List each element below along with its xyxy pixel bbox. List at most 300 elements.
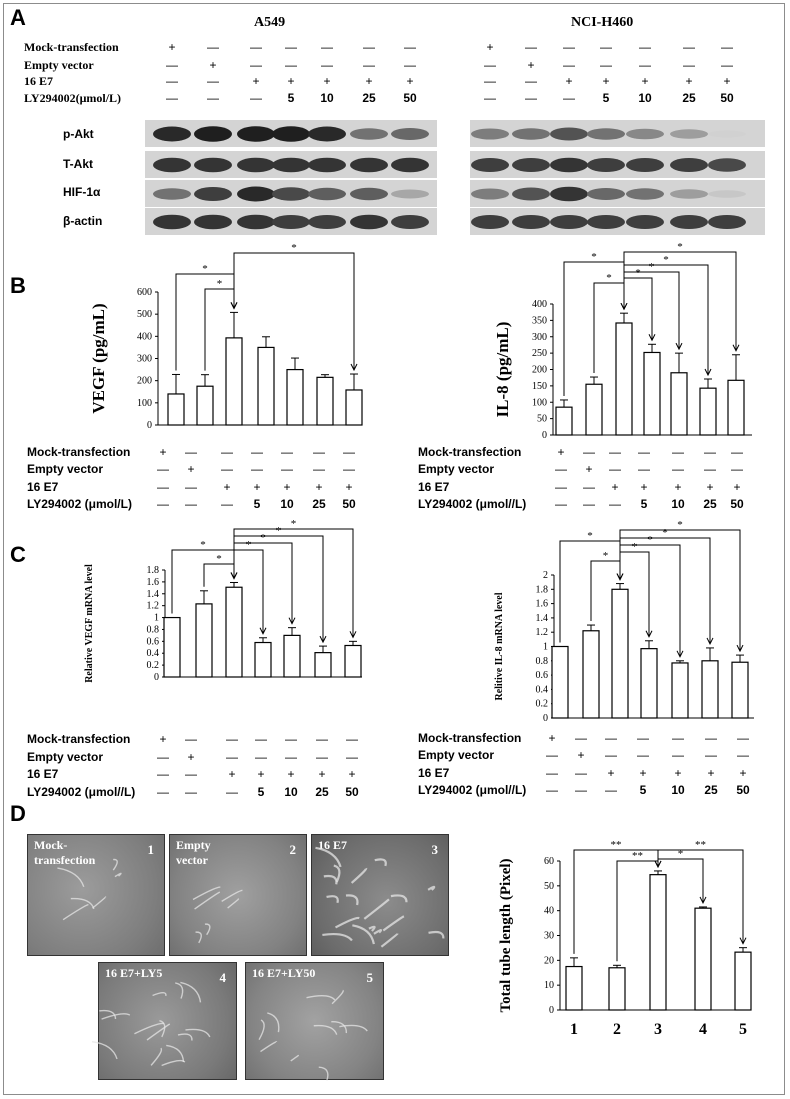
bar — [317, 377, 333, 425]
tube-image-label-1b: transfection — [34, 853, 96, 867]
condition-symbol-a549: 50 — [403, 91, 417, 105]
cell-line-nci-h460: NCI-H460 — [571, 15, 634, 30]
y-tick-label: 100 — [137, 397, 152, 409]
vegf-mrna-condition-symbol: — — [185, 767, 197, 781]
il8-mrna-condition-symbol: — — [705, 748, 717, 762]
significance-label: * — [202, 263, 208, 275]
blot-band — [626, 215, 664, 229]
bar — [700, 388, 716, 435]
tube-image-number-5: 5 — [366, 970, 373, 985]
il8-mrna-row-label: Empty vector — [418, 748, 495, 762]
blot-band — [708, 190, 746, 198]
condition-symbol-a549: — — [363, 40, 375, 54]
vegf-elisa-condition-symbol: — — [221, 445, 233, 459]
y-tick-label: 0.2 — [535, 698, 548, 710]
condition-symbol-a549: + — [252, 74, 260, 88]
significance-label: * — [290, 518, 297, 530]
condition-symbol-h460: — — [484, 74, 496, 88]
significance-label: * — [200, 539, 206, 551]
significance-bracket — [204, 564, 234, 587]
vegf-elisa-condition-symbol: — — [313, 445, 325, 459]
il8-mrna-condition-symbol: — — [737, 748, 749, 762]
condition-symbol-h460: 5 — [602, 91, 610, 105]
y-tick-label: 400 — [137, 331, 152, 343]
vegf-elisa-row-label: Mock-transfection — [27, 445, 131, 459]
blot-band — [308, 127, 346, 142]
vegf-mrna-condition-symbol: — — [185, 785, 197, 799]
vegf-mrna-condition-symbol: — — [255, 732, 267, 746]
il8-mrna-condition-symbol: 25 — [704, 783, 718, 797]
condition-symbol-a549: — — [166, 74, 178, 88]
blot-band — [512, 128, 550, 140]
blot-band — [670, 215, 708, 229]
y-tick-label: 40 — [544, 905, 554, 917]
y-tick-label: 2 — [543, 570, 548, 581]
condition-symbol-a549: — — [404, 58, 416, 72]
y-tick-label: 1.2 — [535, 627, 548, 639]
tube-image-label-4a: 16 E7+LY5 — [105, 966, 163, 980]
y-tick-label: 60 — [544, 856, 554, 867]
vegf-elisa-condition-symbol: + — [223, 480, 231, 494]
bar — [671, 373, 687, 435]
blot-band — [587, 188, 625, 200]
vegf-elisa-condition-symbol: — — [221, 497, 233, 511]
blot-band — [471, 215, 509, 229]
bar — [345, 645, 361, 677]
y-tick-label: 1.6 — [146, 576, 159, 588]
condition-symbol-h460: — — [721, 40, 733, 54]
bar — [586, 384, 602, 435]
il8-mrna-condition-symbol: + — [607, 766, 615, 780]
blot-label-pakt: p-Akt — [63, 127, 94, 141]
condition-symbol-h460: 50 — [720, 91, 734, 105]
condition-symbol-a549: + — [323, 74, 331, 88]
bar — [583, 631, 599, 718]
condition-symbol-h460: — — [563, 91, 575, 105]
blot-strip-h460 — [470, 120, 765, 147]
blot-band — [708, 158, 746, 172]
vegf-elisa-condition-symbol: — — [157, 462, 169, 476]
condition-symbol-h460: 10 — [638, 91, 652, 105]
significance-label: * — [677, 241, 683, 253]
y-tick-label: 200 — [137, 375, 152, 387]
vegf-elisa-row-label: 16 E7 — [27, 480, 59, 494]
vegf-elisa-condition-symbol: + — [159, 445, 167, 459]
il8-elisa-condition-symbol: — — [672, 462, 684, 476]
y-tick-label: 600 — [137, 287, 152, 298]
il8-elisa-condition-symbol: + — [706, 480, 714, 494]
blot-band — [194, 215, 232, 230]
vegf-mrna-row-label: 16 E7 — [27, 767, 59, 781]
il8-elisa-condition-symbol: — — [609, 462, 621, 476]
row-label-ly-a: LY294002(μmol/L) — [24, 91, 122, 105]
condition-symbol-h460: — — [639, 58, 651, 72]
condition-symbol-a549: + — [406, 74, 414, 88]
significance-bracket — [620, 545, 680, 657]
il8-elisa-condition-symbol: + — [585, 462, 593, 476]
blot-label-hif1a: HIF-1α — [63, 185, 101, 199]
il8-elisa-condition-symbol: — — [638, 462, 650, 476]
vegf-elisa-condition-symbol: + — [253, 480, 261, 494]
blot-strip-a549 — [145, 120, 437, 147]
significance-label: * — [216, 278, 223, 290]
vegf-elisa-condition-symbol: — — [251, 462, 263, 476]
blot-band — [194, 126, 232, 142]
blot-band — [272, 158, 310, 173]
significance-label: * — [631, 541, 638, 553]
vegf-elisa-condition-symbol: — — [343, 445, 355, 459]
significance-label: ** — [632, 850, 643, 862]
blot-band — [237, 158, 275, 173]
blot-band — [391, 158, 429, 173]
y-tick-label: 0.8 — [146, 624, 159, 636]
il8-elisa-condition-symbol: — — [704, 445, 716, 459]
condition-symbol-a549: — — [321, 40, 333, 54]
y-tick-label: 0 — [542, 430, 547, 441]
blot-strip-h460 — [470, 208, 765, 235]
vegf-elisa-condition-symbol: — — [185, 497, 197, 511]
significance-label: * — [648, 261, 655, 273]
condition-symbol-h460: — — [639, 40, 651, 54]
y-tick-label: 0.8 — [535, 655, 548, 667]
vegf-mrna-condition-symbol: — — [316, 732, 328, 746]
il8-elisa-condition-symbol: + — [640, 480, 648, 494]
vegf-mrna-condition-symbol: + — [348, 767, 356, 781]
blot-band — [708, 131, 746, 138]
blot-band — [587, 158, 625, 172]
significance-label: * — [291, 242, 297, 254]
x-tick-label: 4 — [699, 1021, 707, 1038]
bar — [609, 968, 625, 1010]
blot-band — [237, 215, 275, 230]
row-label-empty-a: Empty vector — [24, 58, 94, 72]
blot-band — [237, 187, 275, 202]
il8-elisa-row-label: Empty vector — [418, 462, 495, 476]
il8-elisa-condition-symbol: + — [611, 480, 619, 494]
bar — [616, 323, 632, 435]
panel-label-c: C — [10, 542, 26, 567]
significance-label: * — [245, 539, 252, 551]
blot-strip-a549 — [145, 208, 437, 235]
condition-symbol-h460: — — [563, 58, 575, 72]
y-tick-label: 10 — [544, 980, 554, 992]
bar — [284, 635, 300, 677]
il8-elisa-condition-symbol: — — [704, 462, 716, 476]
il8-mrna-condition-symbol: — — [546, 748, 558, 762]
blot-band — [550, 187, 588, 202]
tube-image-2 — [169, 834, 307, 956]
condition-symbol-a549: — — [285, 40, 297, 54]
vegf-mrna-condition-symbol: — — [157, 785, 169, 799]
il8-elisa-condition-symbol: 5 — [640, 497, 648, 511]
vegf-elisa-condition-symbol: + — [187, 462, 195, 476]
bar — [695, 908, 711, 1010]
blot-band — [350, 215, 388, 230]
tube-image-number-3: 3 — [431, 842, 438, 857]
significance-label: * — [677, 519, 683, 531]
vegf-mrna-condition-symbol: 10 — [284, 785, 298, 799]
il8-mrna-condition-symbol: + — [577, 748, 585, 762]
blot-strip-h460 — [470, 180, 765, 207]
significance-bracket — [624, 265, 708, 375]
tube-image-label-1a: Mock- — [34, 838, 68, 852]
il8-mrna-condition-symbol: + — [639, 766, 647, 780]
bar — [226, 338, 242, 425]
condition-symbol-h460: — — [525, 40, 537, 54]
condition-symbol-a549: — — [404, 40, 416, 54]
vegf-mrna-row-label: Empty vector — [27, 750, 104, 764]
vegf-elisa-condition-symbol: — — [185, 480, 197, 494]
condition-symbol-h460: — — [721, 58, 733, 72]
row-label-e7-a: 16 E7 — [24, 74, 54, 88]
y-tick-label: 1.8 — [535, 584, 548, 596]
y-tick-label: 200 — [532, 364, 547, 376]
blot-band — [471, 158, 509, 172]
y-tick-label: 50 — [537, 413, 547, 425]
il8-elisa-condition-symbol: — — [638, 445, 650, 459]
bar — [226, 587, 242, 677]
chart-tube-length — [490, 840, 770, 1090]
bar — [702, 661, 718, 718]
blot-band — [670, 158, 708, 172]
significance-label: * — [587, 530, 593, 542]
blot-band — [512, 215, 550, 229]
blot-band — [153, 188, 191, 200]
blot-band — [471, 189, 509, 200]
tube-image-number-1: 1 — [147, 842, 154, 857]
condition-symbol-h460: 25 — [682, 91, 696, 105]
vegf-mrna-condition-symbol: 50 — [345, 785, 359, 799]
condition-symbol-h460: — — [484, 91, 496, 105]
il8-elisa-condition-symbol: 25 — [703, 497, 717, 511]
il8-elisa-condition-symbol: — — [583, 497, 595, 511]
blot-strip-h460 — [470, 151, 765, 178]
vegf-mrna-condition-symbol: + — [287, 767, 295, 781]
tube-image-label-2b: vector — [176, 853, 208, 867]
bar — [732, 662, 748, 718]
il8-elisa-row-label: 16 E7 — [418, 480, 450, 494]
il8-elisa-condition-symbol: — — [672, 445, 684, 459]
condition-symbol-a549: — — [363, 58, 375, 72]
condition-symbol-h460: + — [685, 74, 693, 88]
x-tick-label: 2 — [613, 1021, 621, 1038]
condition-symbol-a549: + — [168, 40, 176, 54]
vegf-mrna-condition-symbol: — — [157, 767, 169, 781]
bar — [641, 649, 657, 718]
blot-band — [308, 215, 346, 229]
vegf-elisa-condition-symbol: 50 — [342, 497, 356, 511]
bar — [168, 394, 184, 425]
tube-image-label-2a: Empty — [176, 838, 211, 852]
condition-symbol-h460: — — [525, 74, 537, 88]
condition-symbol-h460: — — [600, 40, 612, 54]
condition-symbol-a549: — — [250, 40, 262, 54]
significance-bracket — [620, 538, 710, 644]
blot-band — [587, 215, 625, 229]
panel-label-d: D — [10, 801, 26, 826]
bar — [566, 967, 582, 1010]
il8-elisa-condition-symbol: + — [733, 480, 741, 494]
condition-symbol-h460: + — [641, 74, 649, 88]
condition-symbol-a549: + — [287, 74, 295, 88]
condition-symbol-a549: — — [207, 40, 219, 54]
y-tick-label: 0.2 — [146, 660, 159, 672]
vegf-elisa-condition-symbol: — — [157, 497, 169, 511]
bar — [346, 390, 362, 425]
condition-symbol-h460: — — [600, 58, 612, 72]
y-tick-label: 0.4 — [146, 648, 159, 660]
blot-band — [471, 129, 509, 140]
bar — [196, 604, 212, 677]
significance-label: * — [275, 525, 282, 537]
y-tick-label: 1.6 — [535, 598, 548, 610]
y-tick-label: 0.6 — [146, 636, 159, 648]
vegf-mrna-condition-symbol: — — [285, 750, 297, 764]
vegf-mrna-row-label: LY294002 (μmol//L) — [27, 785, 136, 799]
bar — [672, 663, 688, 718]
condition-symbol-a549: + — [365, 74, 373, 88]
blot-band — [153, 215, 191, 230]
significance-label: ** — [610, 839, 622, 851]
tube-image-4 — [98, 962, 237, 1080]
il8-mrna-condition-symbol: + — [548, 731, 556, 745]
condition-symbol-h460: — — [683, 40, 695, 54]
condition-symbol-h460: — — [563, 40, 575, 54]
tube-image-5 — [245, 962, 384, 1080]
vegf-elisa-condition-symbol: — — [221, 462, 233, 476]
bar — [644, 352, 660, 435]
chart-vegf-elisa — [80, 240, 340, 450]
il8-mrna-condition-symbol: — — [546, 766, 558, 780]
blot-band — [350, 128, 388, 140]
significance-bracket — [624, 252, 736, 351]
y-tick-label: 300 — [532, 331, 547, 343]
bar — [197, 386, 213, 425]
y-tick-label: 0 — [147, 420, 152, 431]
vegf-elisa-condition-symbol: — — [343, 462, 355, 476]
blot-band — [194, 158, 232, 173]
vegf-mrna-condition-symbol: + — [257, 767, 265, 781]
vegf-elisa-condition-symbol: 5 — [253, 497, 261, 511]
condition-symbol-h460: + — [602, 74, 610, 88]
significance-label: * — [677, 848, 684, 860]
blot-band — [670, 129, 708, 139]
significance-label: ** — [695, 839, 706, 851]
il8-elisa-condition-symbol: — — [731, 445, 743, 459]
vegf-mrna-condition-symbol: — — [226, 785, 238, 799]
vegf-elisa-row-label: LY294002 (μmol/L) — [27, 497, 132, 511]
panel-label-b: B — [10, 273, 26, 298]
il8-mrna-condition-symbol: — — [672, 731, 684, 745]
il8-mrna-condition-symbol: — — [605, 748, 617, 762]
significance-label: * — [647, 534, 653, 546]
blot-label-bactin: β-actin — [63, 214, 103, 228]
il8-mrna-condition-symbol: — — [575, 731, 587, 745]
vegf-mrna-condition-symbol: + — [318, 767, 326, 781]
significance-label: * — [602, 550, 609, 562]
blot-band — [237, 126, 275, 142]
bar — [287, 370, 303, 425]
y-tick-label: 500 — [137, 309, 152, 321]
blot-band — [512, 188, 550, 201]
condition-symbol-h460: + — [527, 58, 535, 72]
il8-mrna-condition-symbol: 5 — [639, 783, 647, 797]
blot-band — [670, 189, 708, 199]
significance-label: * — [216, 553, 222, 565]
il8-mrna-condition-symbol: — — [605, 731, 617, 745]
blot-band — [626, 129, 664, 140]
bar — [258, 347, 274, 425]
significance-bracket — [560, 541, 620, 643]
il8-mrna-condition-symbol: — — [575, 766, 587, 780]
il8-elisa-row-label: LY294002 (μmol//L) — [418, 497, 527, 511]
il8-elisa-condition-symbol: 50 — [730, 497, 744, 511]
vegf-mrna-condition-symbol: — — [346, 732, 358, 746]
il8-mrna-row-label: 16 E7 — [418, 766, 450, 780]
condition-symbol-h460: — — [484, 58, 496, 72]
il8-mrna-condition-symbol: — — [546, 783, 558, 797]
blot-band — [350, 188, 388, 201]
significance-bracket — [574, 850, 658, 954]
blot-band — [626, 188, 664, 200]
blot-band — [308, 188, 346, 201]
vegf-mrna-condition-symbol: — — [285, 732, 297, 746]
vegf-mrna-condition-symbol: — — [157, 750, 169, 764]
il8-mrna-condition-symbol: — — [672, 748, 684, 762]
vegf-mrna-condition-symbol: — — [185, 732, 197, 746]
chart-il8-mrna — [480, 519, 770, 724]
y-axis-label: Relitive IL-8 mRNA level — [494, 592, 505, 701]
y-tick-label: 1 — [543, 641, 548, 653]
x-tick-label: 5 — [739, 1021, 747, 1038]
il8-elisa-condition-symbol: + — [674, 480, 682, 494]
il8-elisa-condition-symbol: — — [555, 497, 567, 511]
tube-image-label-5a: 16 E7+LY50 — [252, 966, 316, 980]
vegf-mrna-condition-symbol: 25 — [315, 785, 329, 799]
blot-band — [391, 128, 429, 140]
condition-symbol-h460: + — [486, 40, 494, 54]
il8-mrna-condition-symbol: — — [637, 731, 649, 745]
vegf-elisa-condition-symbol: — — [185, 445, 197, 459]
condition-symbol-a549: — — [207, 74, 219, 88]
y-tick-label: 0 — [543, 713, 548, 724]
y-tick-label: 350 — [532, 315, 547, 327]
y-tick-label: 150 — [532, 380, 547, 392]
il8-elisa-condition-symbol: — — [609, 497, 621, 511]
condition-symbol-a549: — — [250, 91, 262, 105]
il8-mrna-condition-symbol: + — [674, 766, 682, 780]
blot-band — [512, 158, 550, 172]
blot-strip-a549 — [145, 180, 437, 207]
blot-band — [550, 128, 588, 141]
vegf-elisa-condition-symbol: — — [157, 480, 169, 494]
y-tick-label: 300 — [137, 353, 152, 365]
vegf-mrna-condition-symbol: 5 — [257, 785, 265, 799]
y-tick-label: 1.4 — [146, 588, 159, 600]
significance-label: * — [635, 267, 641, 279]
significance-label: * — [606, 272, 612, 284]
y-tick-label: 1.4 — [535, 612, 548, 624]
chart-vegf-mrna — [80, 520, 370, 705]
y-tick-label: 30 — [544, 930, 554, 942]
condition-symbol-a549: + — [209, 58, 217, 72]
vegf-mrna-condition-symbol: + — [187, 750, 195, 764]
tube-image-number-4: 4 — [219, 970, 226, 985]
blot-band — [550, 215, 588, 229]
y-axis-label: Total tube length (Pixel) — [498, 858, 514, 1013]
vegf-elisa-condition-symbol: — — [251, 445, 263, 459]
significance-bracket — [234, 253, 354, 370]
